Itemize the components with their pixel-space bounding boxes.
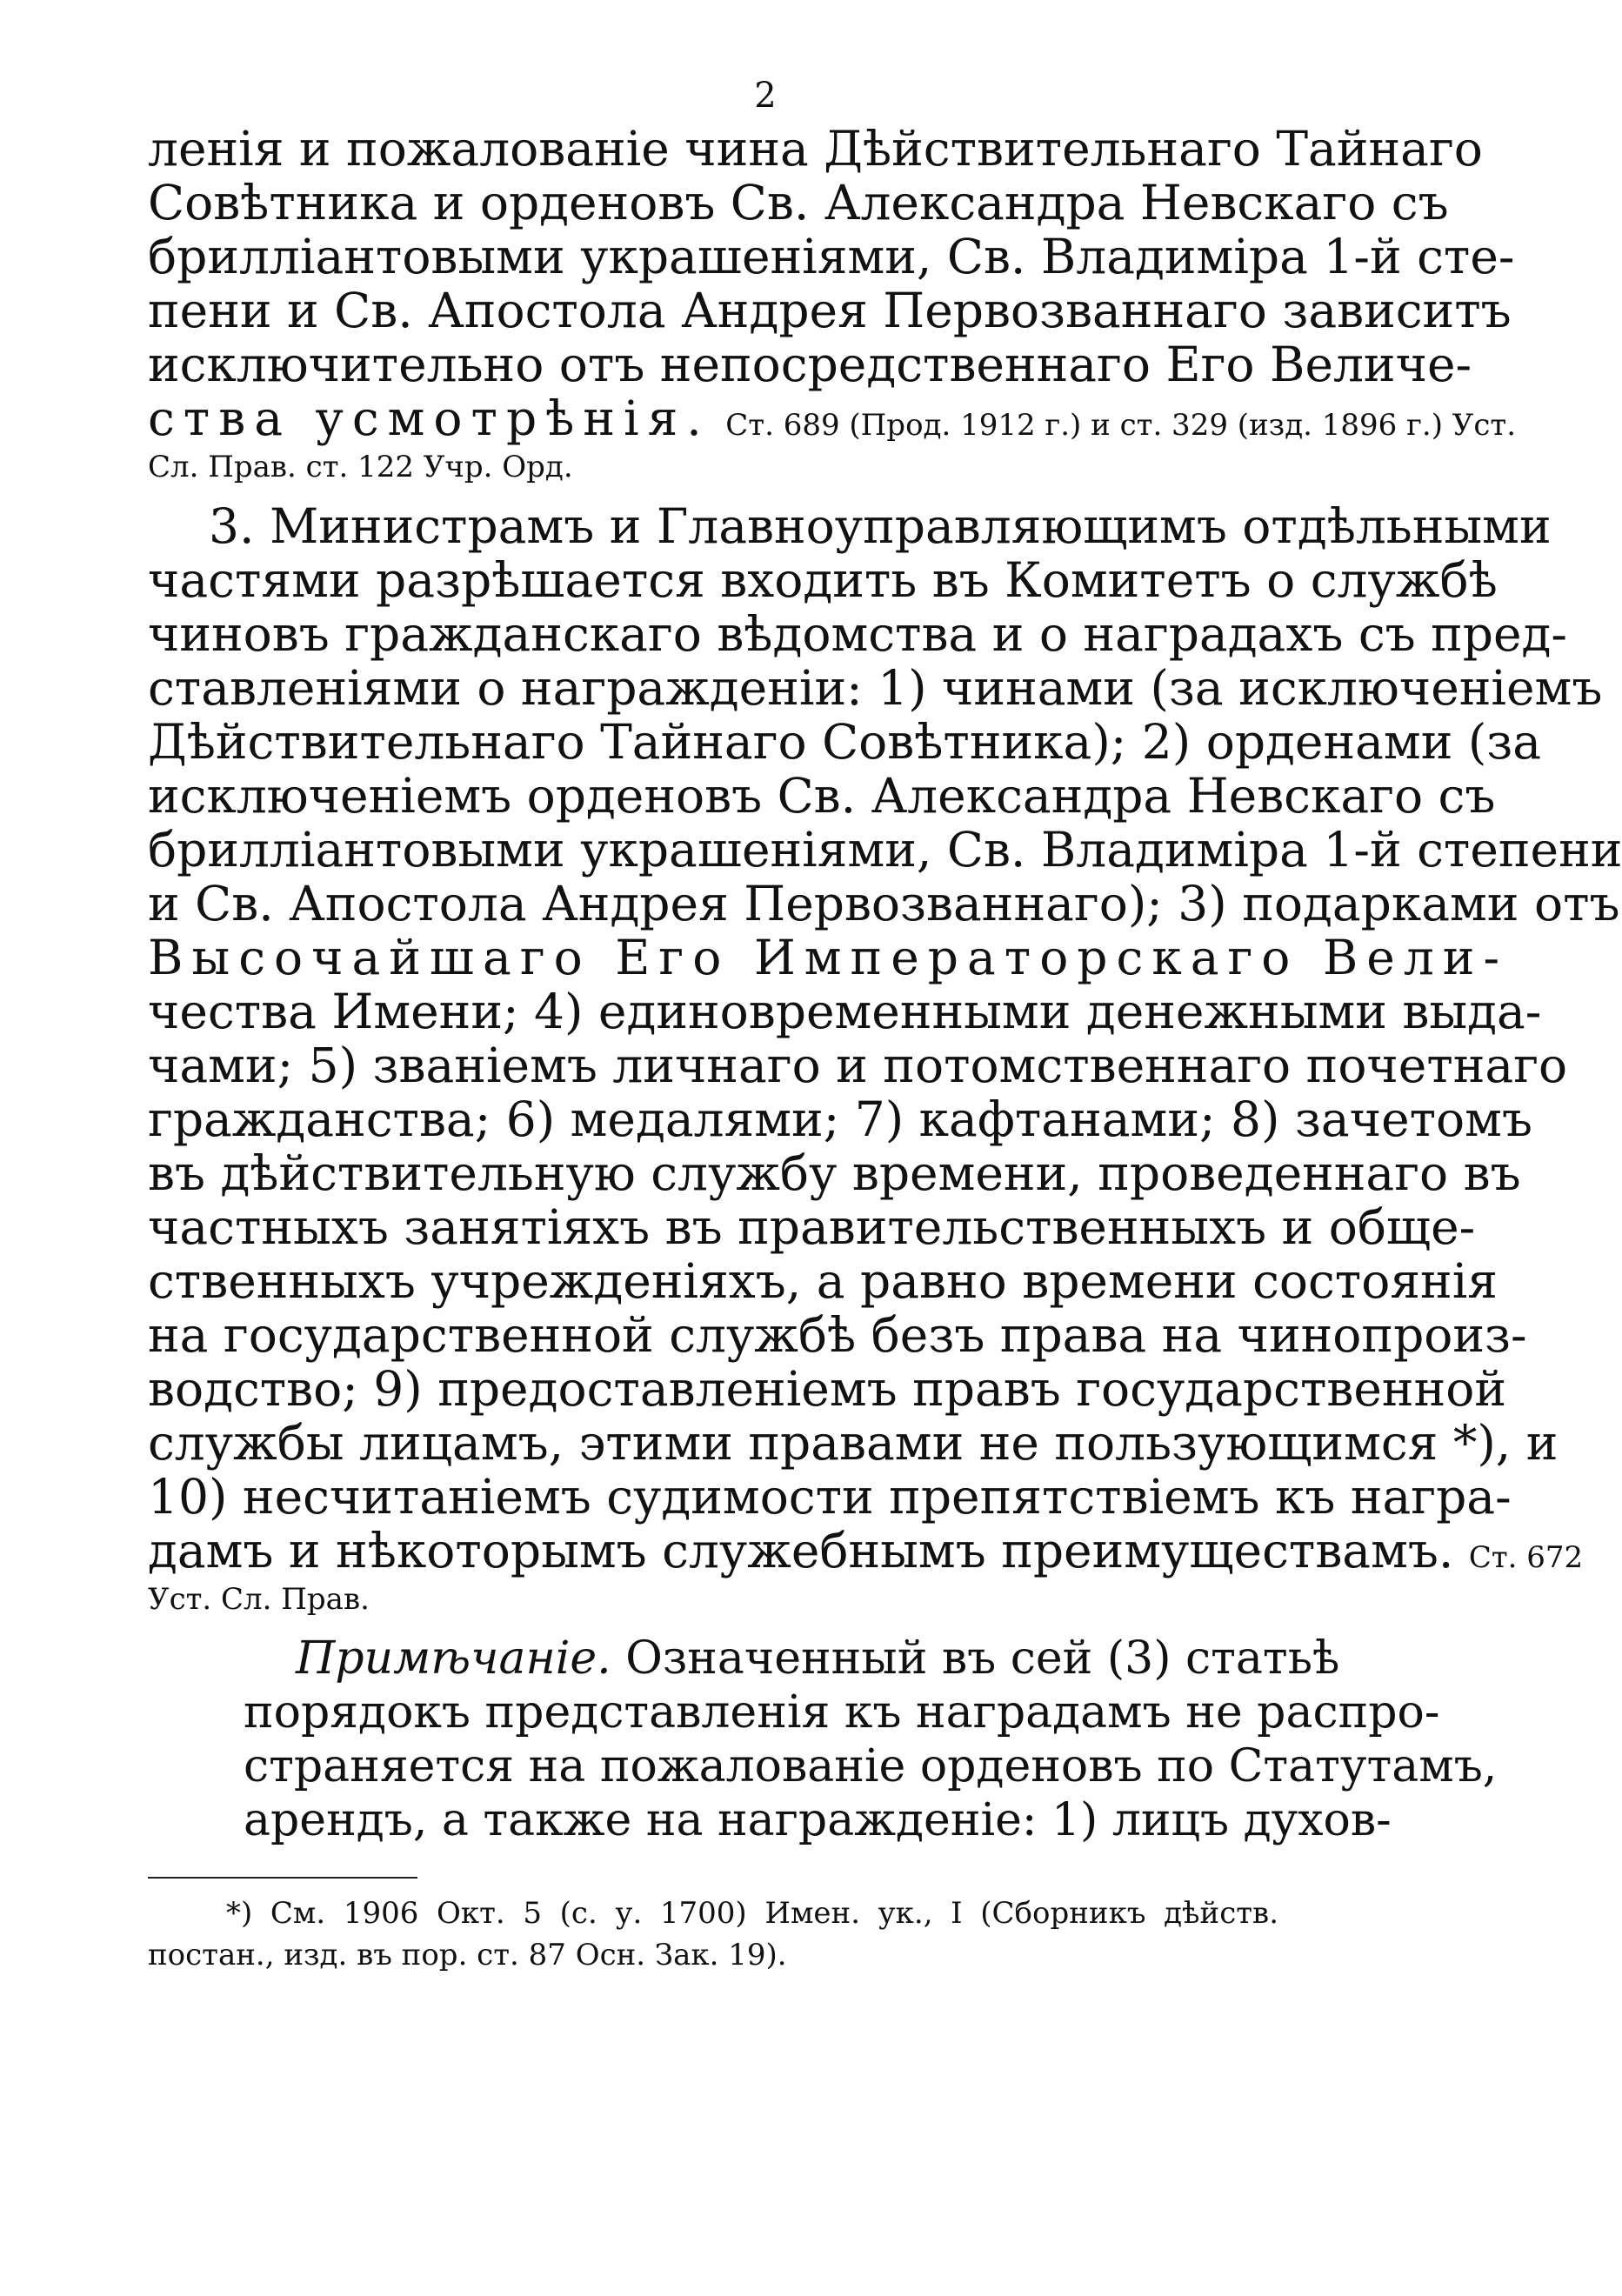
citation-line: Уст. Сл. Прав. (148, 1582, 370, 1617)
paragraph-article-3 (148, 498, 1622, 1621)
text-line: чества Имени; 4) единовременными денежными выда- (148, 984, 1542, 1039)
text-line: ставленіями о награжденіи: 1) чинами (за исключеніемъ (148, 660, 1603, 716)
text-line: Дѣйствительнаго Тайнаго Совѣтника); 2) орденами (за (148, 714, 1542, 770)
text-line: чиновъ гражданскаго вѣдомства и о наградахъ съ пред- (148, 606, 1567, 662)
page-number: 2 (754, 76, 777, 116)
text-line: ленія и пожалованіе чина Дѣйствительнаго Тайнаго (148, 121, 1483, 177)
citation-line: Сл. Прав. ст. 122 Учр. Орд. (148, 450, 573, 484)
text-line: въ дѣйствительную службу времени, проведеннаго въ (148, 1145, 1521, 1201)
text-line: Совѣтника и орденовъ Св. Александра Невскаго съ (148, 175, 1449, 230)
text-line: службы лицамъ, этими правами не пользующимся *), и (148, 1415, 1559, 1471)
note-block (244, 1632, 1498, 1847)
text-line: 10) несчитаніемъ судимости препятствіемъ къ награ- (148, 1469, 1512, 1525)
text-line: частныхъ занятіяхъ въ правительственныхъ и обще- (148, 1199, 1476, 1255)
footnote (148, 1892, 1278, 1976)
citation: Ст. 672 (1468, 1540, 1584, 1575)
footnote-divider (148, 1877, 417, 1879)
footnote-line: постан., изд. въ пор. ст. 87 Осн. Зак. 19). (148, 1938, 787, 1972)
text-line: гражданства; 6) медалями; 7) кафтанами; 8) зачетомъ (148, 1091, 1532, 1147)
text-line: брилліантовыми украшеніями, Св. Владиміра 1-й степени (148, 822, 1622, 878)
text-line: исключительно отъ непосредственнаго Его Величе- (148, 337, 1472, 392)
text-line: ственныхъ учрежденіяхъ, а равно времени состоянія (148, 1253, 1498, 1309)
text-line: брилліантовыми украшеніями, Св. Владиміра 1-й сте- (148, 229, 1515, 284)
footnote-line: *) См. 1906 Окт. 5 (с. у. 1700) Имен. ук., I (Сборникъ дѣйств. (226, 1896, 1278, 1931)
text-fragment: Означенный въ сей (3) статьѣ (625, 1632, 1340, 1685)
document-page (148, 70, 1622, 1976)
text-line: чами; 5) званіемъ личнаго и потомственнаго почетнаго (148, 1038, 1568, 1093)
paragraph-1 (148, 121, 1517, 489)
note-first-line (244, 1632, 1340, 1685)
text-fragment: дамъ и нѣкоторымъ служебнымъ преимуществамъ. (148, 1523, 1454, 1578)
text-line: 3. Министрамъ и Главноуправляющимъ отдѣльными (209, 498, 1552, 554)
text-fragment: ства усмотрѣнія. (148, 390, 711, 446)
text-line-with-citation (148, 390, 1517, 446)
text-line: исключеніемъ орденовъ Св. Александра Невскаго съ (148, 768, 1496, 824)
text-line: и Св. Апостола Андрея Первозваннаго); 3) подарками отъ (148, 876, 1620, 931)
text-line: Высочайшаго Его Императорскаго Вели- (148, 930, 1509, 985)
text-line: частями разрѣшается входить въ Комитетъ о службѣ (148, 552, 1498, 608)
text-line: на государственной службѣ безъ права на чинопроиз- (148, 1307, 1527, 1363)
text-line-with-citation (148, 1523, 1584, 1578)
citation: Ст. 689 (Прод. 1912 г.) и ст. 329 (изд. 1896 г.) Уст. (725, 408, 1517, 443)
text-line: водство; 9) предоставленіемъ правъ государственной (148, 1361, 1506, 1417)
text-line: порядокъ представленія къ наградамъ не распро- (244, 1686, 1440, 1739)
text-line: страняется на пожалованіе орденовъ по Статутамъ, (244, 1740, 1498, 1792)
text-line: пени и Св. Апостола Андрея Первозваннаго зависитъ (148, 283, 1512, 338)
text-line: арендъ, а также на награжденіе: 1) лицъ духов- (244, 1794, 1392, 1846)
note-label: Примѣчаніе. (296, 1632, 611, 1685)
